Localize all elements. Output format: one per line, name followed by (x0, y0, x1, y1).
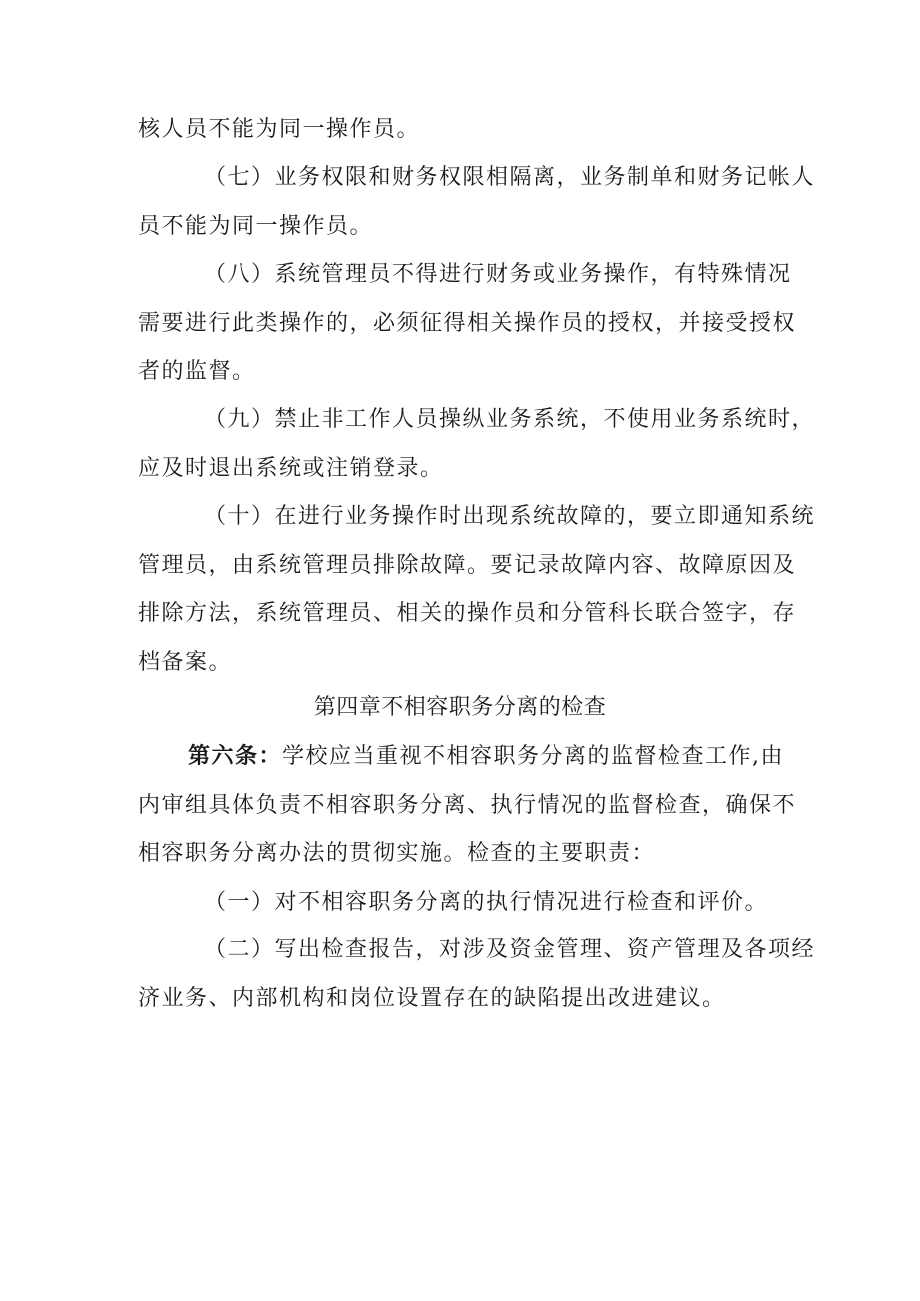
text-line: 管理员，由系统管理员排除故障。要记录故障内容、故障原因及 (138, 552, 797, 578)
paragraph-sub-item-1 (138, 879, 794, 928)
text-line: 内审组具体负责不相容职务分离、执行情况的监督检查，确保不 (138, 792, 797, 818)
text-line: 济业务、内部机构和岗位设置存在的缺陷提出改进建议。 (138, 985, 726, 1011)
text-line: （二）写出检查报告，对涉及资金管理、资产管理及各项经 (204, 937, 816, 962)
text-line: 核人员不能为同一操作员。 (138, 117, 421, 142)
paragraph-item-8 (138, 251, 797, 397)
text-line: 者的监督。 (138, 359, 256, 384)
paragraph-item-9 (138, 396, 816, 493)
paragraph-article-6 (138, 733, 797, 879)
text-line: 排除方法，系统管理员、相关的操作员和分管科长联合签字，存 (138, 601, 797, 626)
paragraph-item-10 (138, 493, 816, 687)
text-line: （一）对不相容职务分离的执行情况进行检查和评价。 (204, 890, 769, 915)
article-label: 第六条： (188, 744, 283, 769)
paragraph-item-7 (138, 154, 816, 251)
text-line: 应及时退出系统或注销登录。 (138, 455, 444, 481)
article-text: 学校应当重视不相容职务分离的监督检查工作,由 (282, 744, 785, 769)
paragraph-sub-item-2 (138, 926, 816, 1023)
text-line: （九）禁止非工作人员操纵业务系统，不使用业务系统时， (204, 407, 816, 432)
text-line: （七）业务权限和财务权限相隔离，业务制单和财务记帐人 (204, 165, 816, 190)
text-line: （八）系统管理员不得进行财务或业务操作，有特殊情况 (204, 262, 792, 287)
text-line: 档备案。 (138, 649, 233, 675)
text-line (138, 733, 794, 782)
text-line: 员不能为同一操作员。 (138, 213, 374, 239)
paragraph-intro (138, 106, 794, 155)
chapter-heading: 第四章不相容职务分离的检查 (313, 695, 607, 720)
text-line: 需要进行此类操作的，必须征得相关操作员的授权，并接受授权 (138, 310, 797, 336)
text-line: 相容职务分离办法的贯彻实施。检查的主要职责： (138, 841, 656, 866)
text-line: （十）在进行业务操作时出现系统故障的，要立即通知系统 (204, 504, 816, 529)
